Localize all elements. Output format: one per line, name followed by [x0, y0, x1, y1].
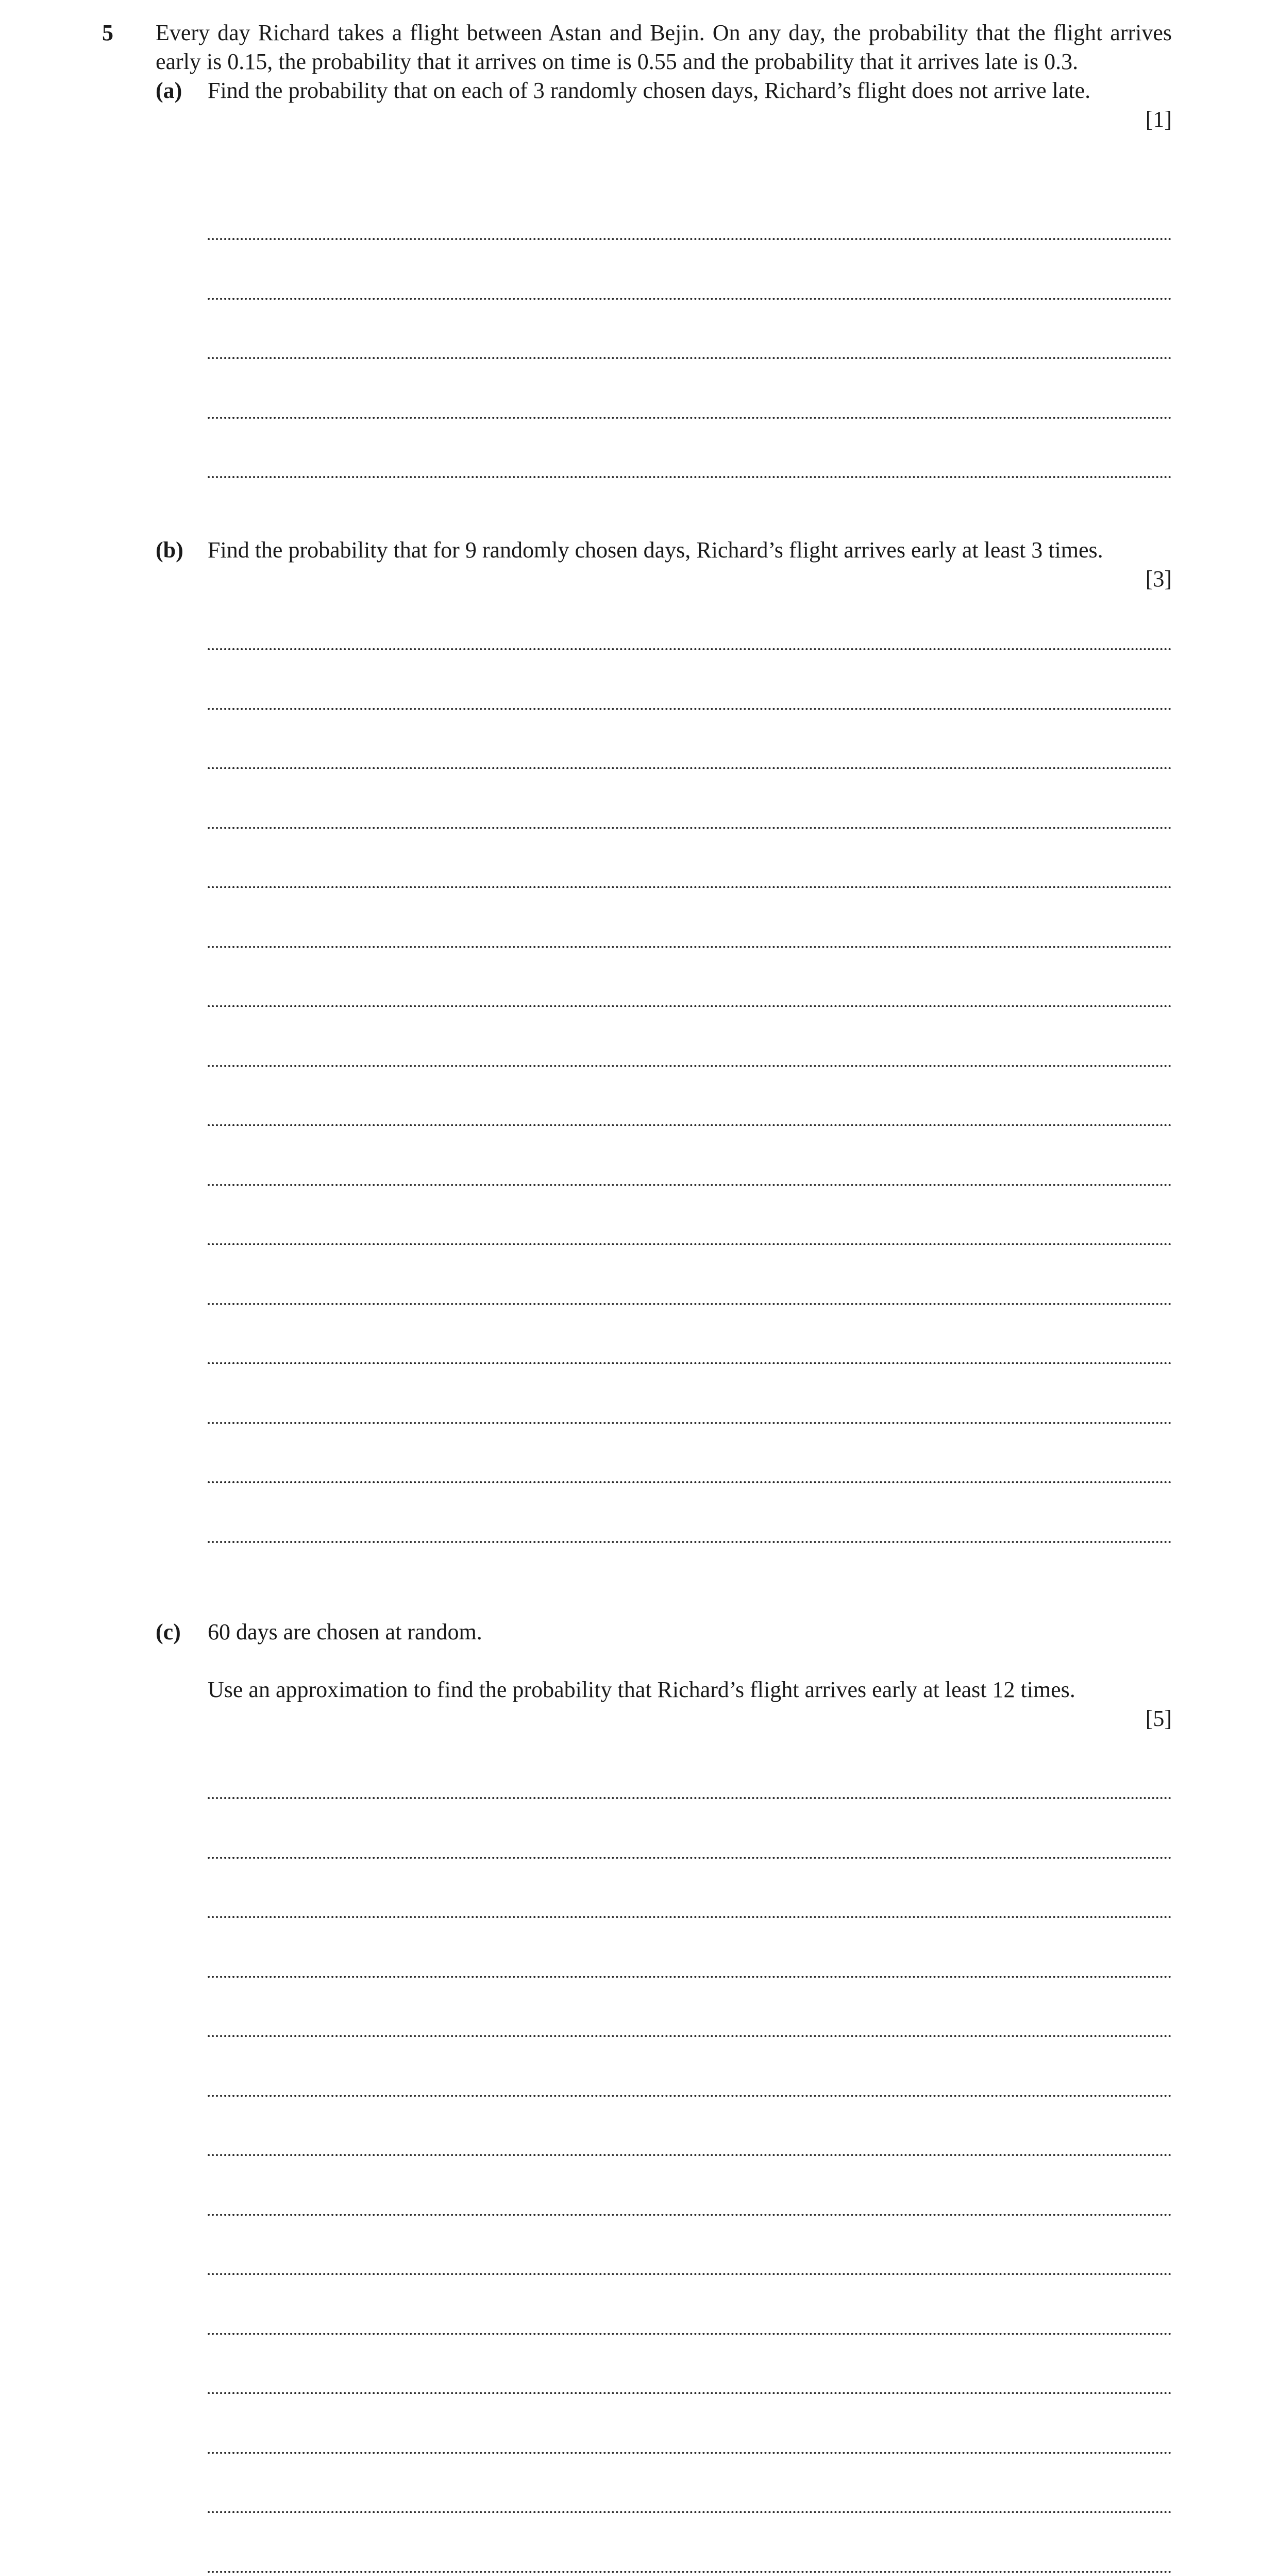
answer-line[interactable] [208, 1124, 1172, 1126]
answer-line[interactable] [208, 1976, 1172, 1978]
answer-line[interactable] [208, 1184, 1172, 1186]
part-c-instruction: Use an approximation to find the probability that Richard’s flight arrives early at least 12 times. [208, 1677, 1075, 1702]
part-b-marks: [3] [1145, 566, 1172, 591]
answer-line[interactable] [208, 1065, 1172, 1067]
answer-line[interactable] [208, 2095, 1172, 2097]
answer-line[interactable] [208, 238, 1172, 240]
answer-line[interactable] [208, 648, 1172, 650]
answer-line[interactable] [208, 1541, 1172, 1543]
answer-line[interactable] [208, 1916, 1172, 1918]
part-c-marks: [5] [1145, 1706, 1172, 1731]
answer-line[interactable] [208, 2452, 1172, 2454]
question-stem: Every day Richard takes a flight between Astan and Bejin. On any day, the probability that the flight arrives early is 0.15, the probability that it arrives on time is 0.55 and the probability that it arrives late is 0.3. [156, 20, 1172, 74]
answer-line[interactable] [208, 2511, 1172, 2513]
answer-line[interactable] [208, 298, 1172, 300]
answer-line[interactable] [208, 2392, 1172, 2394]
answer-line[interactable] [208, 2154, 1172, 2156]
part-b-label: (b) [156, 537, 183, 563]
answer-line[interactable] [208, 946, 1172, 948]
answer-line[interactable] [208, 886, 1172, 888]
answer-line[interactable] [208, 2571, 1172, 2573]
answer-line[interactable] [208, 1857, 1172, 1859]
part-a-label: (a) [156, 78, 182, 103]
answer-line[interactable] [208, 2333, 1172, 2335]
answer-line[interactable] [208, 1797, 1172, 1799]
answer-line[interactable] [208, 1422, 1172, 1424]
answer-line[interactable] [208, 1481, 1172, 1483]
answer-line[interactable] [208, 767, 1172, 769]
answer-line[interactable] [208, 708, 1172, 710]
part-a-marks: [1] [1145, 107, 1172, 132]
answer-line[interactable] [208, 827, 1172, 829]
answer-line[interactable] [208, 417, 1172, 419]
part-c-label: (c) [156, 1619, 181, 1645]
part-a-text: Find the probability that on each of 3 randomly chosen days, Richard’s flight does not arrive late. [208, 78, 1091, 103]
answer-line[interactable] [208, 1362, 1172, 1364]
answer-line[interactable] [208, 2035, 1172, 2037]
answer-line[interactable] [208, 1303, 1172, 1305]
answer-line[interactable] [208, 2273, 1172, 2275]
answer-line[interactable] [208, 1243, 1172, 1245]
answer-line[interactable] [208, 2214, 1172, 2216]
answer-line[interactable] [208, 1005, 1172, 1007]
answer-line[interactable] [208, 357, 1172, 359]
part-b-text: Find the probability that for 9 randomly chosen days, Richard’s flight arrives early at least 3 times. [208, 537, 1103, 563]
part-c-text: 60 days are chosen at random. [208, 1619, 482, 1645]
question-number: 5 [102, 20, 113, 45]
answer-line[interactable] [208, 476, 1172, 478]
